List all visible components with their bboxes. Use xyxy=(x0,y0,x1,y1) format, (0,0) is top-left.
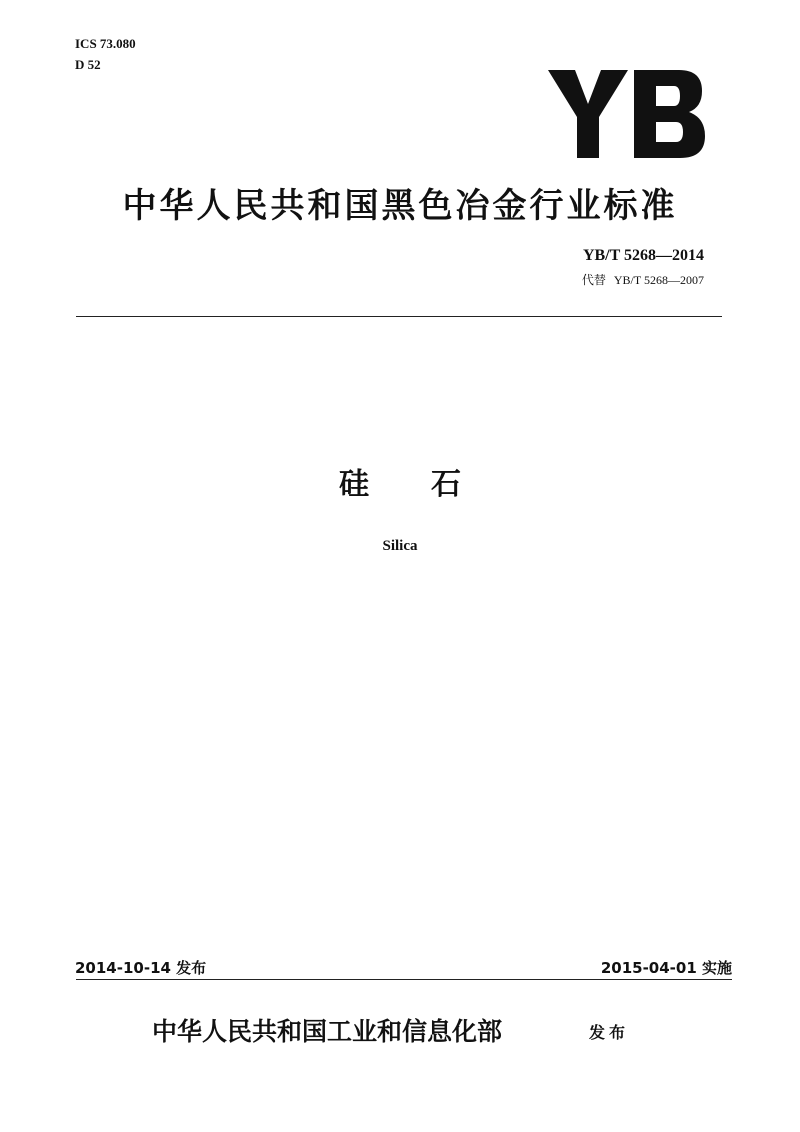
implement-date: 2015-04-01 实施 xyxy=(600,959,732,977)
publish-date: 2014-10-14 发布 xyxy=(75,959,207,977)
classification-code: D 52 xyxy=(75,57,101,72)
replaces-number: YB/T 5268—2007 xyxy=(613,273,704,287)
standard-number: YB/T 5268—2014 xyxy=(582,247,704,264)
title-char-1: 硅 xyxy=(339,467,369,502)
header-divider xyxy=(76,316,722,317)
issuer-action: 发布 xyxy=(589,1023,630,1042)
replaces-label: 代替 xyxy=(581,273,606,287)
footer-divider xyxy=(76,979,732,980)
standard-title: 中华人民共和国黑色冶金行业标准 xyxy=(122,186,678,226)
document-title-en: Silica xyxy=(382,538,418,554)
title-char-2: 石 xyxy=(431,467,461,502)
yb-logo xyxy=(548,70,708,165)
issuer-name: 中华人民共和国工业和信息化部 xyxy=(152,1017,503,1046)
document-title-cn xyxy=(0,465,800,505)
replaces-line xyxy=(582,272,704,288)
ics-code: ICS 73.080 xyxy=(75,36,136,51)
